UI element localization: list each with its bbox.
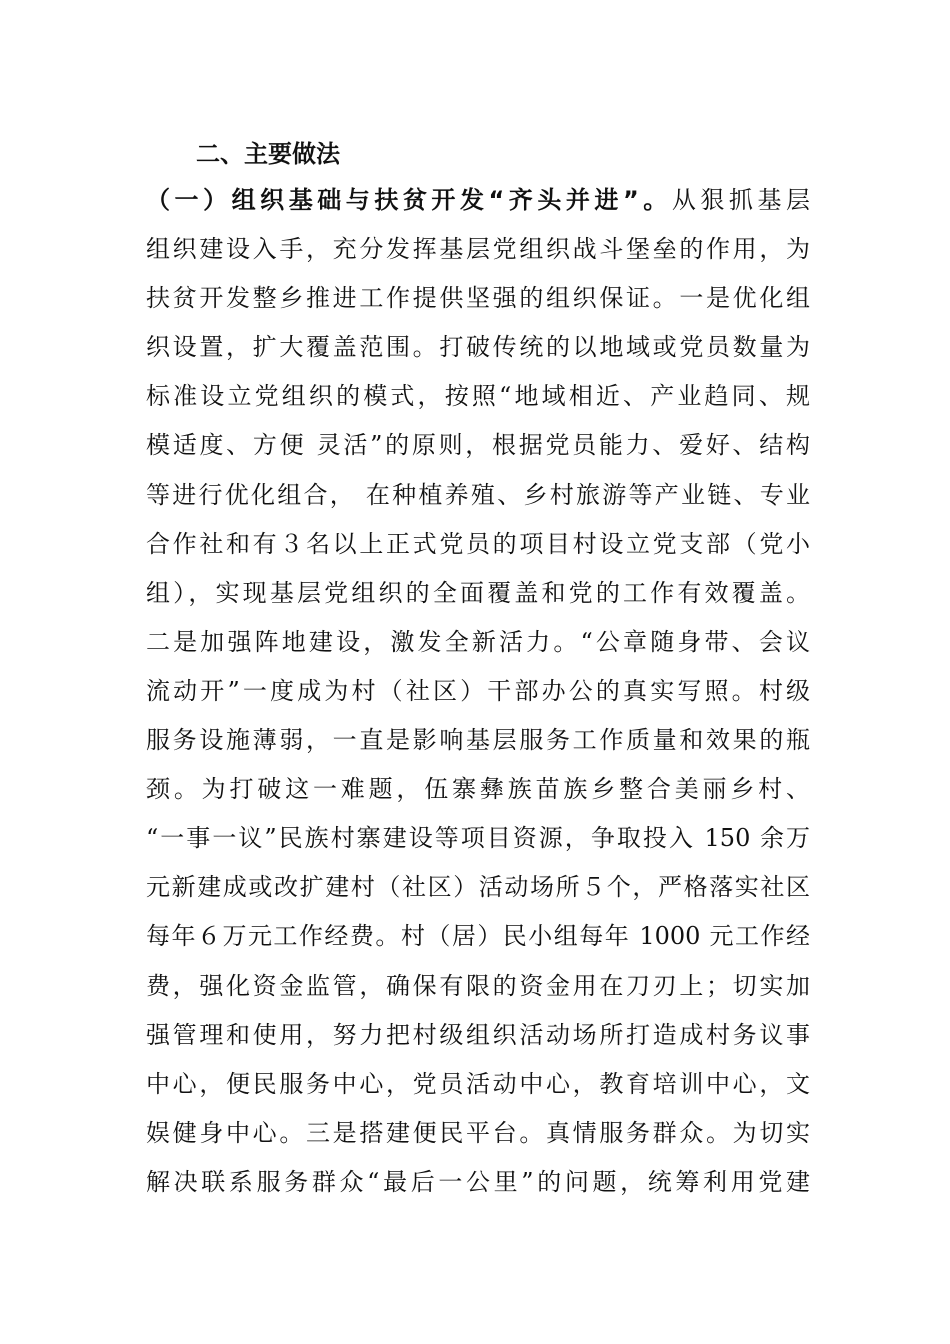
paragraph-line: 费，强化资金监管，确保有限的资金用在刀刃上；切实加 xyxy=(146,971,810,1000)
section-heading: 二、主要做法 xyxy=(196,140,340,168)
paragraph-line: 娱健身中心。三是搭建便民平台。真情服务群众。为切实 xyxy=(146,1118,810,1147)
paragraph-line: 扶贫开发整乡推进工作提供坚强的组织保证。一是优化组 xyxy=(146,284,810,313)
body-paragraph xyxy=(146,176,810,1207)
paragraph-line: 解决联系服务群众“最后一公里”的问题，统筹利用党建 xyxy=(146,1167,810,1196)
paragraph-line: 等进行优化组合， 在种植养殖、乡村旅游等产业链、专业 xyxy=(146,480,810,509)
subsection-title: （一）组织基础与扶贫开发“齐头并进”。 xyxy=(146,186,672,214)
paragraph-line: 流动开”一度成为村（社区）干部办公的真实写照。村级 xyxy=(146,676,810,705)
paragraph-line: 织设置，扩大覆盖范围。打破传统的以地域或党员数量为 xyxy=(146,333,810,362)
paragraph-line: 模适度、方便 灵活”的原则，根据党员能力、爱好、结构 xyxy=(146,431,810,460)
paragraph-line: 合作社和有３名以上正式党员的项目村设立党支部（党小 xyxy=(146,529,810,558)
paragraph-line: 组），实现基层党组织的全面覆盖和党的工作有效覆盖。 xyxy=(146,578,810,607)
paragraph-line: 元新建成或改扩建村（社区）活动场所５个，严格落实社区 xyxy=(146,873,810,902)
paragraph-line: 标准设立党组织的模式，按照“地域相近、产业趋同、规 xyxy=(146,382,810,411)
paragraph-line: 二是加强阵地建设，激发全新活力。“公章随身带、会议 xyxy=(146,627,810,656)
paragraph-line: 每年６万元工作经费。村（居）民小组每年 1000 元工作经 xyxy=(146,922,810,951)
paragraph-line: 中心，便民服务中心，党员活动中心，教育培训中心，文 xyxy=(146,1069,810,1098)
paragraph-line: 组织建设入手，充分发挥基层党组织战斗堡垒的作用，为 xyxy=(146,235,810,264)
paragraph-line: “一事一议”民族村寨建设等项目资源，争取投入 150 余万 xyxy=(146,824,810,853)
paragraph-line-0-rest: 从狠抓基层 xyxy=(671,186,811,214)
paragraph-line: 服务设施薄弱，一直是影响基层服务工作质量和效果的瓶 xyxy=(146,726,810,755)
paragraph-line: 颈。为打破这一难题，伍寨彝族苗族乡整合美丽乡村、 xyxy=(146,775,810,804)
paragraph-line: 强管理和使用，努力把村级组织活动场所打造成村务议事 xyxy=(146,1020,810,1049)
paragraph-line-0 xyxy=(146,176,810,225)
